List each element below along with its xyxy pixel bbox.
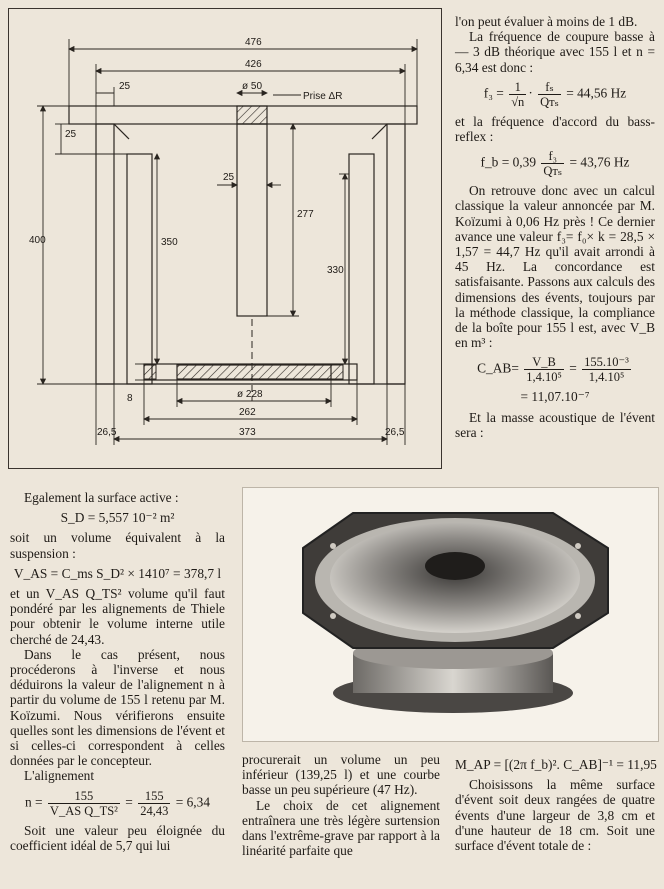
dim-426: 426 bbox=[245, 59, 262, 70]
f3-formula: f₃ = $\frac{1}{√n}$ · $\frac{\text{fₛ}}{\text{Qᴛₛ}}$ = 44,56 Hz bbox=[483, 79, 627, 109]
paragraph: soit un volume équivalent à la suspension : bbox=[10, 530, 225, 561]
dim-350: 350 bbox=[161, 237, 178, 248]
dim-330: 330 bbox=[327, 265, 344, 276]
dim-25-side: 25 bbox=[65, 129, 77, 140]
paragraph: et un V_AS Q_TS² volume qu'il faut pondéré par les alignements de Thiele pour obtenir le volume interne utile cherché de 24,43. bbox=[10, 586, 225, 647]
left-column bbox=[10, 490, 225, 853]
dim-25-top: 25 bbox=[119, 81, 131, 92]
left-inner-panel bbox=[127, 154, 152, 384]
paragraph: Soit une valeur peu éloignée du coefficient idéal de 5,7 qui lui bbox=[10, 822, 225, 853]
left-wall bbox=[96, 124, 114, 384]
right-column-bottom bbox=[455, 752, 655, 853]
fb-formula: f_b = 0,39 $\frac{\text{f₃}}{\text{Qᴛₛ}}$ = 43,76 Hz bbox=[480, 149, 630, 179]
right-wall bbox=[387, 124, 405, 384]
paragraph: On retrouve donc avec un calcul classique la valeur annoncée par M. Koïzumi à 0,06 Hz près ! Ce dernier avance une valeur f₃= f₀× k = 28,5 × 1,57 = 44,7 Hz qu'il avait arrondi à 45 Hz. La concordance est satisfaisante. Passons aux calculs des dimensions des évents, toujours par la méthode classique, la compliance de la boîte pour 155 l est, avec V_B en m³ : bbox=[455, 183, 655, 351]
dim-26-5-left: 26,5 bbox=[97, 427, 117, 438]
dim-25-mid: 25 bbox=[223, 172, 235, 183]
paragraph: Le choix de cet alignement entraînera une très légère surtension dans l'extrême-grave par rapport à la linéarité parfaite que bbox=[242, 797, 440, 859]
paragraph: et la fréquence d'accord du bass-reflex : bbox=[455, 113, 655, 145]
left-ring-hatch bbox=[144, 365, 156, 379]
dim-277: 277 bbox=[297, 209, 314, 220]
paragraph: l'on peut évaluer à moins de 1 dB. bbox=[455, 14, 638, 29]
enclosure-drawing bbox=[8, 8, 442, 469]
port-tube bbox=[237, 124, 267, 316]
paragraph: Egalement la surface active : bbox=[24, 490, 179, 505]
paragraph: L'alignement bbox=[24, 768, 95, 784]
cab-formula: C_AB= $\frac{V\_B}{\text{1,4.10⁵}}$ = $\frac{\text{155.10⁻³}}{\text{1,4.10⁵}}$ bbox=[477, 355, 629, 385]
paragraph: Choisissons la même surface d'évent soit deux rangées de quatre évents d'une largeur de 3,8 cm et d'une hauteur de 18 cm. Soit une surface d'évent totale de : bbox=[455, 777, 655, 854]
dust-cap bbox=[425, 552, 485, 580]
port-hatch bbox=[237, 106, 267, 124]
dim-phi228: ø 228 bbox=[237, 389, 263, 400]
speaker-illustration bbox=[243, 488, 658, 741]
middle-column bbox=[242, 752, 440, 858]
dim-8: 8 bbox=[127, 393, 133, 404]
dim-373: 373 bbox=[239, 427, 256, 438]
cab-result: = 11,07.10⁻⁷ bbox=[520, 389, 590, 405]
speaker-photo bbox=[242, 487, 659, 742]
paragraph: procurerait un volume un peu inférieur (139,25 l) et une courbe basse un peu supérieure (47 Hz). bbox=[242, 752, 440, 798]
driver-hatch bbox=[177, 365, 331, 379]
enclosure-drawing-svg bbox=[9, 9, 441, 468]
paragraph: La fréquence de coupure basse à — 3 dB théorique avec 155 l et n = 6,34 est donc : bbox=[455, 29, 655, 75]
dim-262: 262 bbox=[239, 407, 256, 418]
dim-476: 476 bbox=[245, 37, 262, 48]
dim-phi50: ø 50 bbox=[242, 81, 263, 92]
paragraph: Et la masse acoustique de l'évent sera : bbox=[455, 409, 655, 440]
right-ring-hatch bbox=[331, 365, 343, 379]
label-prise: Prise ΔR bbox=[303, 91, 343, 102]
paragraph: Dans le cas présent, nous procéderons à l'inverse et nous déduirons la valeur de l'alignement n à partir du volume de 155 l retenu par M. Koïzumi. Nous vérifierons ensuite quelles sont les dimensions de l'évent et si celles-ci correspondent à celles données par le concepteur. bbox=[10, 646, 225, 769]
right-column-top bbox=[455, 14, 655, 440]
vas-formula: V_AS = C_ms S_D² × 1410⁷ = 378,7 l bbox=[13, 565, 222, 581]
dim-26-5-right: 26,5 bbox=[385, 427, 405, 438]
dim-400: 400 bbox=[29, 235, 46, 246]
map-formula: M_AP = [(2π f_b)². C_AB]⁻¹ = 11,95 bbox=[455, 757, 657, 772]
right-inner-panel bbox=[349, 154, 374, 384]
n-formula: n = $\frac{155}{\text{V\_AS Q\_TS²}}$ = $\frac{155}{24,43}$ = 6,34 bbox=[24, 788, 211, 818]
sd-formula: S_D = 5,557 10⁻² m² bbox=[60, 510, 175, 526]
